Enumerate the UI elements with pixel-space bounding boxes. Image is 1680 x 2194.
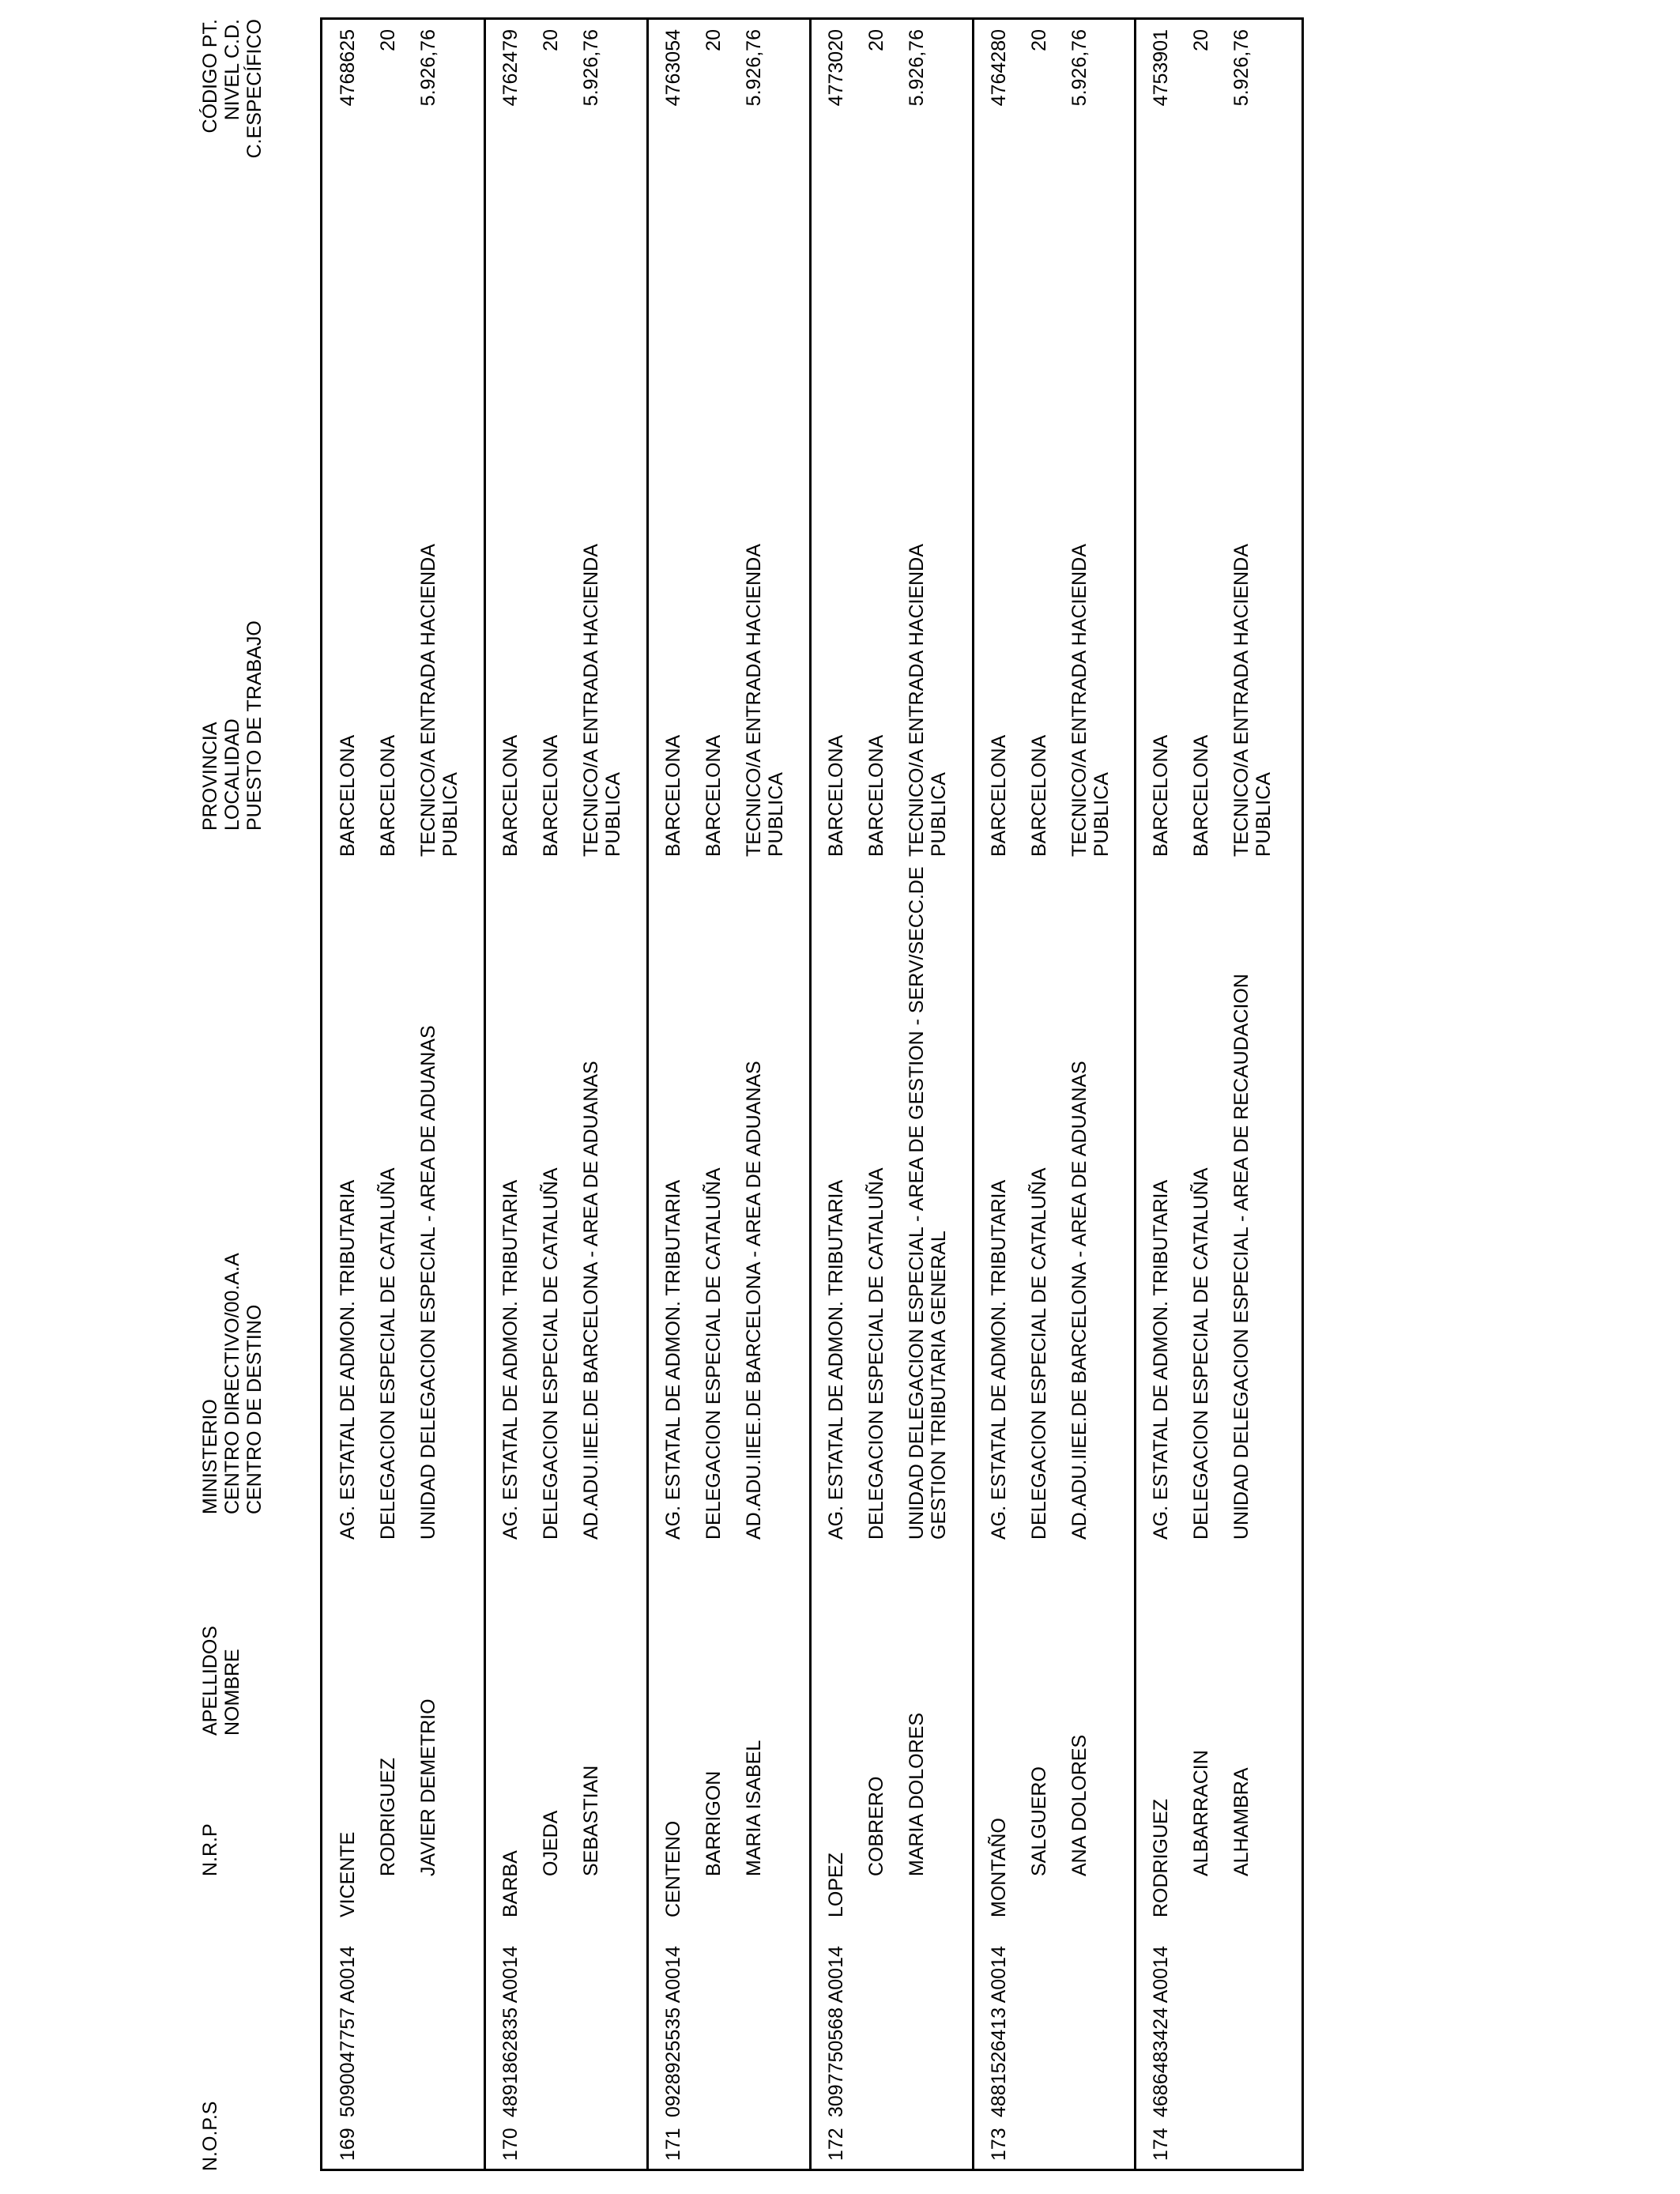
record-ministerio: AG. ESTATAL DE ADMON. TRIBUTARIA	[662, 1179, 684, 1540]
header-centro-destino-label: CENTRO DE DESTINO	[243, 1304, 266, 1514]
record-provincia: BARCELONA	[337, 734, 359, 857]
header-nivel-label: NIVEL C.D.	[221, 19, 243, 121]
record-nrp: 5090047757 A0014	[337, 1946, 359, 2117]
record-nivel: 20	[703, 29, 725, 51]
header-localidad-label: LOCALIDAD	[221, 718, 243, 831]
record-puesto-line: TECNICO/A ENTRADA HACIENDA	[417, 544, 439, 857]
header-centro-directivo-label: CENTRO DIRECTIVO/00.A.A	[221, 1253, 243, 1514]
record-centro-directivo: DELEGACION ESPECIAL DE CATALUÑA	[540, 1167, 562, 1540]
table-row	[1136, 20, 1297, 2169]
record-apellido1: CENTENO	[662, 1820, 684, 1917]
record-especifico: 5.926,76	[580, 29, 602, 107]
record-nrp: 0928925535 A0014	[662, 1946, 684, 2117]
record-puesto-line: TECNICO/A ENTRADA HACIENDA	[743, 544, 765, 857]
record-codigo: 4753901	[1150, 29, 1172, 107]
record-especifico: 5.926,76	[417, 29, 439, 107]
record-nivel: 20	[865, 29, 887, 51]
record-nombre: JAVIER DEMETRIO	[417, 1698, 439, 1876]
record-puesto-line: TECNICO/A ENTRADA HACIENDA	[1068, 544, 1090, 857]
record-centro-destino	[1230, 974, 1252, 1540]
record-puesto-line: PUBLICA	[439, 772, 461, 857]
record-nombre: ANA DOLORES	[1068, 1734, 1090, 1876]
record-centro-destino-line: UNIDAD DELEGACION ESPECIAL - AREA DE GESTION - SERV/SECC.DE	[906, 866, 928, 1540]
header-puesto-label: PUESTO DE TRABAJO	[243, 620, 266, 831]
record-puesto-line: PUBLICA	[602, 772, 624, 857]
record-centro-destino	[1068, 1061, 1090, 1540]
record-centro-directivo: DELEGACION ESPECIAL DE CATALUÑA	[703, 1167, 725, 1540]
table-row	[811, 20, 972, 2169]
record-centro-directivo: DELEGACION ESPECIAL DE CATALUÑA	[865, 1167, 887, 1540]
record-apellido1: VICENTE	[337, 1831, 359, 1917]
record-ministerio: AG. ESTATAL DE ADMON. TRIBUTARIA	[1150, 1179, 1172, 1540]
record-ministerio: AG. ESTATAL DE ADMON. TRIBUTARIA	[337, 1179, 359, 1540]
table-row	[485, 20, 646, 2169]
record-puesto-line: TECNICO/A ENTRADA HACIENDA	[906, 544, 928, 857]
record-nombre: ALHAMBRA	[1230, 1767, 1252, 1876]
record-localidad: BARCELONA	[865, 734, 887, 857]
header-nrp-label: N.R.P	[199, 1823, 221, 1876]
record-localidad: BARCELONA	[377, 734, 399, 857]
header-especifico-label: C.ESPECÍFICO	[243, 19, 266, 159]
record-number: 169	[337, 2128, 359, 2161]
record-nrp: 4891862835 A0014	[499, 1946, 522, 2117]
header-codigo-label: CÓDIGO PT.	[199, 19, 221, 134]
record-codigo: 4768625	[337, 29, 359, 107]
record-number: 172	[825, 2128, 847, 2161]
record-number: 170	[499, 2128, 522, 2161]
record-localidad: BARCELONA	[703, 734, 725, 857]
record-provincia: BARCELONA	[1150, 734, 1172, 857]
record-nrp: 3097750568 A0014	[825, 1946, 847, 2117]
table-row	[648, 20, 809, 2169]
record-provincia: BARCELONA	[825, 734, 847, 857]
record-puesto-line: PUBLICA	[765, 772, 787, 857]
header-provincia	[199, 620, 266, 831]
record-apellido1: LOPEZ	[825, 1853, 847, 1917]
record-nrp: 4686483424 A0014	[1150, 1946, 1172, 2117]
record-apellido2: SALGUERO	[1028, 1766, 1050, 1876]
record-centro-destino-line: UNIDAD DELEGACION ESPECIAL - AREA DE RECAUDACION	[1230, 974, 1252, 1540]
record-localidad: BARCELONA	[1028, 734, 1050, 857]
table-row	[974, 20, 1135, 2169]
record-especifico: 5.926,76	[906, 29, 928, 107]
header-codigo	[199, 19, 266, 158]
record-puesto	[743, 544, 787, 857]
record-number: 174	[1150, 2128, 1172, 2161]
record-ministerio: AG. ESTATAL DE ADMON. TRIBUTARIA	[825, 1179, 847, 1540]
record-puesto-line: PUBLICA	[1090, 772, 1113, 857]
record-centro-directivo: DELEGACION ESPECIAL DE CATALUÑA	[1028, 1167, 1050, 1540]
record-puesto-line: TECNICO/A ENTRADA HACIENDA	[1230, 544, 1252, 857]
header-apellidos	[199, 1626, 243, 1736]
record-centro-destino-line: AD.ADU.IIEE.DE BARCELONA - AREA DE ADUANAS	[1068, 1061, 1090, 1540]
records-table	[320, 17, 1304, 2171]
record-centro-destino	[743, 1061, 765, 1540]
record-codigo: 4773020	[825, 29, 847, 107]
record-puesto-line: TECNICO/A ENTRADA HACIENDA	[580, 544, 602, 857]
record-localidad: BARCELONA	[1190, 734, 1212, 857]
record-apellido2: OJEDA	[540, 1810, 562, 1876]
record-apellido2: RODRIGUEZ	[377, 1758, 399, 1876]
record-provincia: BARCELONA	[988, 734, 1010, 857]
table-row	[322, 20, 484, 2169]
record-provincia: BARCELONA	[662, 734, 684, 857]
record-centro-destino-line: AD.ADU.IIEE.DE BARCELONA - AREA DE ADUANAS	[743, 1061, 765, 1540]
record-codigo: 4763054	[662, 29, 684, 107]
header-ministerio	[199, 1253, 266, 1514]
record-apellido1: RODRIGUEZ	[1150, 1799, 1172, 1917]
record-centro-destino	[417, 1025, 439, 1540]
record-codigo: 4762479	[499, 29, 522, 107]
record-apellido1: MONTAÑO	[988, 1818, 1010, 1917]
header-nops	[199, 2102, 221, 2171]
record-nombre: MARIA ISABEL	[743, 1740, 765, 1876]
record-number: 171	[662, 2128, 684, 2161]
record-nombre: MARIA DOLORES	[906, 1713, 928, 1876]
record-apellido1: BARBA	[499, 1850, 522, 1917]
record-puesto	[417, 544, 461, 857]
header-nops-label: N.O.P.S	[199, 2101, 221, 2171]
record-centro-directivo: DELEGACION ESPECIAL DE CATALUÑA	[1190, 1167, 1212, 1540]
record-centro-directivo: DELEGACION ESPECIAL DE CATALUÑA	[377, 1167, 399, 1540]
header-nombre-label: NOMBRE	[221, 1649, 243, 1736]
record-nrp: 4881526413 A0014	[988, 1946, 1010, 2117]
record-centro-destino-line: AD.ADU.IIEE.DE BARCELONA - AREA DE ADUANAS	[580, 1061, 602, 1540]
record-nombre: SEBASTIAN	[580, 1765, 602, 1876]
header-nrp	[199, 1823, 221, 1876]
record-puesto	[906, 544, 950, 857]
header-apellidos-label: APELLIDOS	[199, 1626, 221, 1736]
record-nivel: 20	[540, 29, 562, 51]
record-puesto-line: PUBLICA	[928, 772, 950, 857]
record-puesto	[1230, 544, 1275, 857]
record-nivel: 20	[1190, 29, 1212, 51]
record-centro-destino	[906, 866, 950, 1540]
record-puesto	[1068, 544, 1113, 857]
record-number: 173	[988, 2128, 1010, 2161]
record-ministerio: AG. ESTATAL DE ADMON. TRIBUTARIA	[988, 1179, 1010, 1540]
record-especifico: 5.926,76	[1230, 29, 1252, 107]
record-especifico: 5.926,76	[743, 29, 765, 107]
header-provincia-label: PROVINCIA	[199, 722, 221, 831]
record-centro-destino	[580, 1061, 602, 1540]
header-ministerio-label: MINISTERIO	[199, 1399, 221, 1514]
record-codigo: 4764280	[988, 29, 1010, 107]
record-puesto-line: PUBLICA	[1252, 772, 1275, 857]
record-apellido2: ALBARRACIN	[1190, 1750, 1212, 1876]
record-localidad: BARCELONA	[540, 734, 562, 857]
record-puesto	[580, 544, 624, 857]
record-apellido2: BARRIGON	[703, 1770, 725, 1876]
record-ministerio: AG. ESTATAL DE ADMON. TRIBUTARIA	[499, 1179, 522, 1540]
record-centro-destino-line: UNIDAD DELEGACION ESPECIAL - AREA DE ADUANAS	[417, 1025, 439, 1540]
record-provincia: BARCELONA	[499, 734, 522, 857]
record-apellido2: COBRERO	[865, 1776, 887, 1876]
record-nivel: 20	[1028, 29, 1050, 51]
record-nivel: 20	[377, 29, 399, 51]
record-especifico: 5.926,76	[1068, 29, 1090, 107]
record-centro-destino-line: GESTION TRIBUTARIA GENERAL	[928, 1231, 950, 1540]
